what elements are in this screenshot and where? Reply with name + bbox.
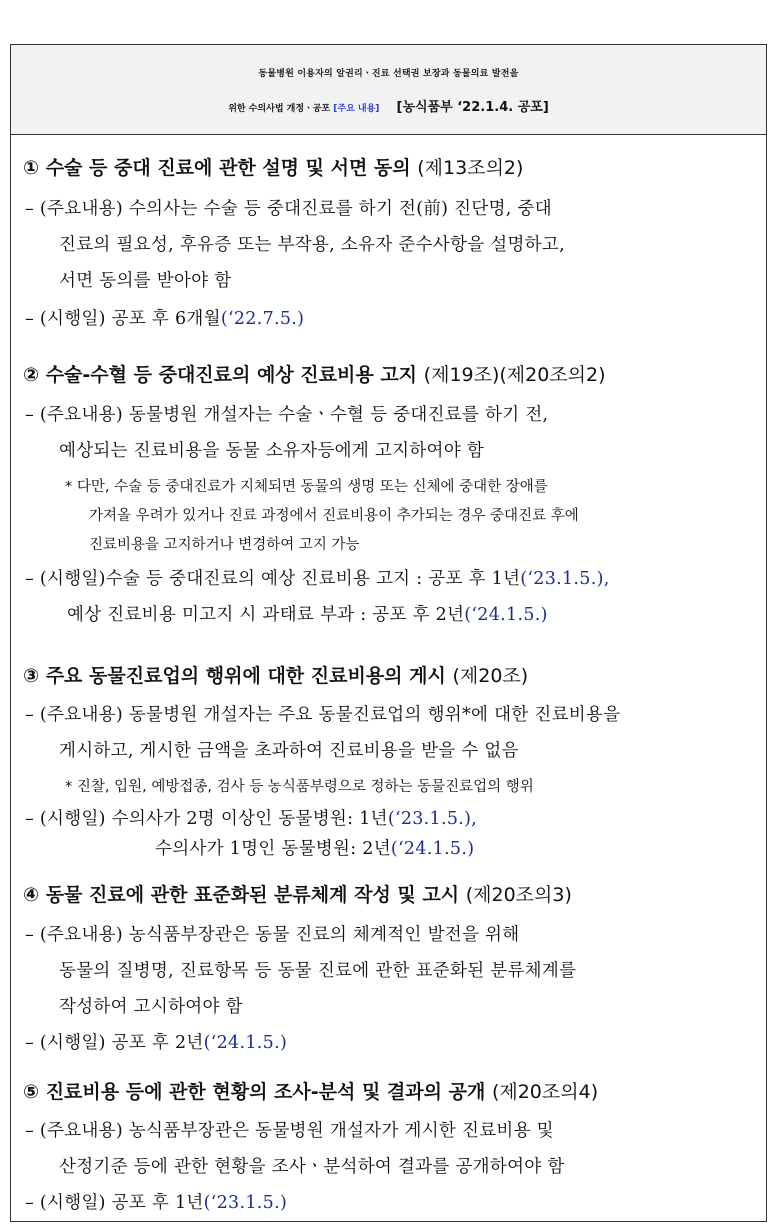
section-5-line-1: – (주요내용) 농식품부장관은 동물병원 개설자가 게시한 진료비용 및 bbox=[25, 1121, 554, 1141]
section-1-title: ① 수술 등 중대 진료에 관한 설명 및 서면 동의 (제13조의2) bbox=[23, 157, 524, 179]
section-2-effective-date-2: 예상 진료비용 미고지 시 과태료 부과 : 공포 후 2년(‘24.1.5.) bbox=[67, 605, 548, 625]
header-accent-label: [주요 내용] bbox=[333, 104, 380, 114]
section-1-line-2: 진료의 필요성, 후유증 또는 부작용, 소유자 준수사항을 설명하고, bbox=[59, 235, 565, 255]
header-title-line1: 동물병원 이용자의 알권리ㆍ진료 선택권 보장과 동물의료 발전을 bbox=[258, 69, 519, 79]
section-3-line-2: 게시하고, 게시한 금액을 초과하여 진료비용을 받을 수 없음 bbox=[59, 741, 519, 761]
section-3-effective-date-1: – (시행일) 수의사가 2명 이상인 동물병원: 1년(‘23.1.5.), bbox=[25, 809, 478, 829]
section-4-title: ④ 동물 진료에 관한 표준화된 분류체계 작성 및 고시 (제20조의3) bbox=[23, 884, 572, 906]
section-4-line-3: 작성하여 고시하여야 함 bbox=[59, 997, 243, 1017]
section-1-line-3: 서면 동의를 받아야 함 bbox=[59, 271, 232, 291]
section-2-line-1: – (주요내용) 동물병원 개설자는 수술ㆍ수혈 등 중대진료를 하기 전, bbox=[25, 405, 549, 425]
section-5-title: ⑤ 진료비용 등에 관한 현황의 조사-분석 및 결과의 공개 (제20조의4) bbox=[23, 1081, 599, 1103]
section-4-line-2: 동물의 질병명, 진료항목 등 동물 진료에 관한 표준화된 분류체계를 bbox=[59, 961, 577, 981]
section-2-note-1: * 다만, 수술 등 중대진료가 지체되면 동물의 생명 또는 신체에 중대한 장애를 bbox=[65, 479, 548, 495]
header-promulgation-date: [농식품부 ‘22.1.4. 공포] bbox=[396, 100, 549, 115]
section-3-effective-date-2: 수의사가 1명인 동물병원: 2년(‘24.1.5.) bbox=[155, 839, 475, 859]
section-4-effective-date: – (시행일) 공포 후 2년(‘24.1.5.) bbox=[25, 1033, 288, 1053]
section-4-line-1: – (주요내용) 농식품부장관은 동물 진료의 체계적인 발전을 위해 bbox=[25, 925, 520, 945]
section-2-effective-date-1: – (시행일)수술 등 중대진료의 예상 진료비용 고지 : 공포 후 1년(‘23.1.5.), bbox=[25, 569, 610, 589]
section-2-note-2: 가져올 우려가 있거나 진료 과정에서 진료비용이 추가되는 경우 중대진료 후에 bbox=[89, 508, 579, 524]
header-title-prefix: 위한 수의사법 개정ㆍ공포 bbox=[228, 104, 331, 114]
section-3-line-1: – (주요내용) 동물병원 개설자는 주요 동물진료업의 행위*에 대한 진료비용을 bbox=[25, 705, 621, 725]
section-5-line-2: 산정기준 등에 관한 현황을 조사ㆍ분석하여 결과를 공개하여야 함 bbox=[59, 1157, 565, 1177]
header-title-line2 bbox=[11, 91, 766, 126]
section-3-article-ref: (제20조) bbox=[452, 665, 529, 687]
section-4-article-ref: (제20조의3) bbox=[465, 884, 572, 906]
section-5-effective-date: – (시행일) 공포 후 1년(‘23.1.5.) bbox=[25, 1193, 288, 1213]
section-3-note-1: * 진찰, 입원, 예방접종, 검사 등 농식품부령으로 정하는 동물진료업의 행위 bbox=[65, 779, 534, 795]
section-2-title: ② 수술-수혈 등 중대진료의 예상 진료비용 고지 (제19조)(제20조의2) bbox=[23, 364, 606, 386]
section-5-article-ref: (제20조의4) bbox=[491, 1081, 599, 1103]
section-1-line-1: – (주요내용) 수의사는 수술 등 중대진료를 하기 전(前) 진단명, 중대 bbox=[25, 199, 552, 219]
section-2-note-3: 진료비용을 고지하거나 변경하여 고지 가능 bbox=[89, 537, 360, 553]
section-2-article-ref: (제19조)(제20조의2) bbox=[423, 364, 606, 386]
section-2-line-2: 예상되는 진료비용을 동물 소유자등에게 고지하여야 함 bbox=[59, 441, 485, 461]
section-1-effective-date: – (시행일) 공포 후 6개월(‘22.7.5.) bbox=[25, 309, 305, 329]
document-frame bbox=[10, 44, 767, 1222]
section-1-article-ref: (제13조의2) bbox=[417, 157, 524, 179]
document-header bbox=[11, 45, 766, 135]
section-3-title: ③ 주요 동물진료업의 행위에 대한 진료비용의 게시 (제20조) bbox=[23, 665, 529, 687]
